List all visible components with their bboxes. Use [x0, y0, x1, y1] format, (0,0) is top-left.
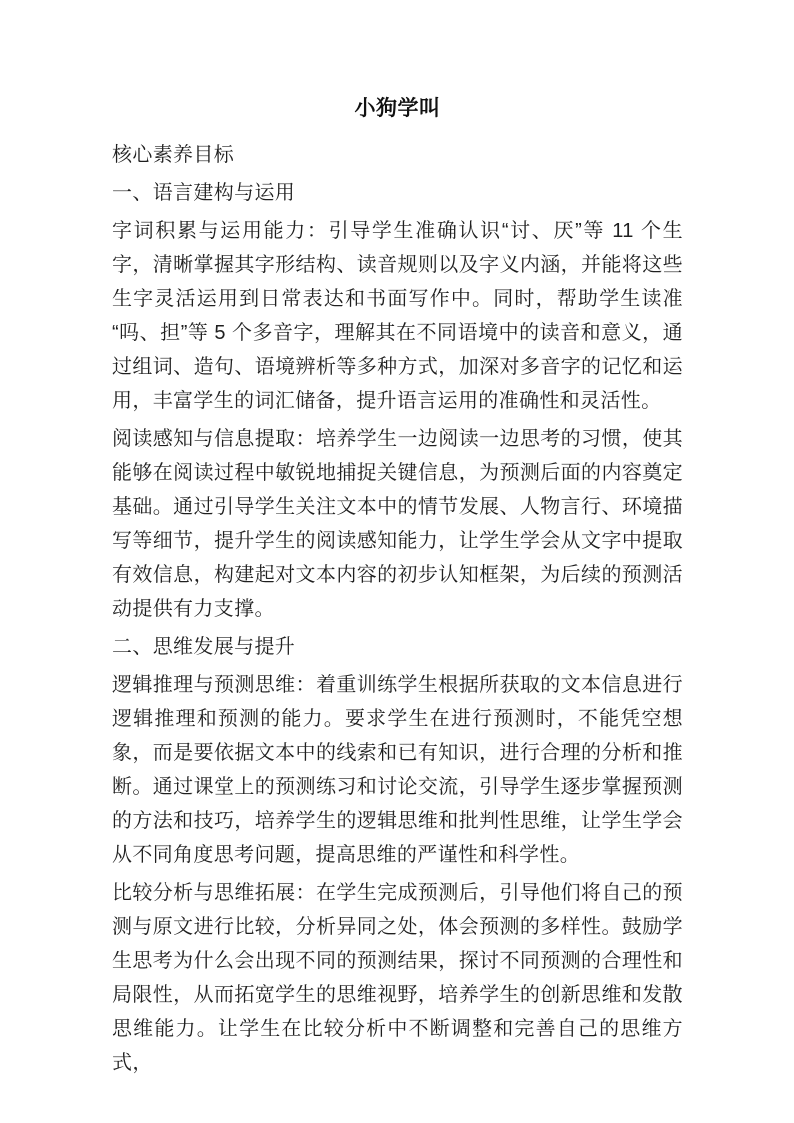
heading-core-literacy-goals: 核心素养目标	[112, 144, 235, 166]
paragraph-reading-perception: 阅读感知与信息提取：培养学生一边阅读一边思考的习惯，使其能够在阅读过程中敏锐地捕捉关键信息，为预测后面的内容奠定基础。通过引导学生关注文本中的情节发展、人物言行、环境描写等细节，提升学生的阅读感知能力，让学生学会从文字中提取有效信息，构建起对文本内容的初步认知框架，为后续的预测活动提供有力支撑。	[112, 428, 683, 620]
heading-section-one-language: 一、语言建构与运用	[112, 182, 296, 204]
paragraph-logical-reasoning: 逻辑推理与预测思维：着重训练学生根据所获取的文本信息进行逻辑推理和预测的能力。要求学生在进行预测时，不能凭空想象，而是要依据文本中的线索和已有知识，进行合理的分析和推断。通过课堂上的预测练习和讨论交流，引导学生逐步掌握预测的方法和技巧，培养学生的逻辑思维和批判性思维，让学生学会从不同角度思考问题，提高思维的严谨性和科学性。	[112, 674, 683, 866]
paragraph-word-accumulation: 字词积累与运用能力：引导学生准确认识“讨、厌”等 11 个生字，清晰掌握其字形结构、读音规则以及字义内涵，并能将这些生字灵活运用到日常表达和书面写作中。同时，帮助学生读准“吗、担”等 5 个多音字，理解其在不同语境中的读音和意义，通过组词、造句、语境辨析等多种方式，加深对多音字的记忆和运用，丰富学生的词汇储备，提升语言运用的准确性和灵活性。	[112, 220, 683, 412]
paragraph-comparative-analysis: 比较分析与思维拓展：在学生完成预测后，引导他们将自己的预测与原文进行比较，分析异同之处，体会预测的多样性。鼓励学生思考为什么会出现不同的预测结果，探讨不同预测的合理性和局限性，从而拓宽学生的思维视野，培养学生的创新思维和发散思维能力。让学生在比较分析中不断调整和完善自己的思维方式，	[112, 882, 683, 1074]
heading-section-two-thinking: 二、思维发展与提升	[112, 636, 296, 658]
document-title: 小狗学叫	[354, 97, 441, 120]
